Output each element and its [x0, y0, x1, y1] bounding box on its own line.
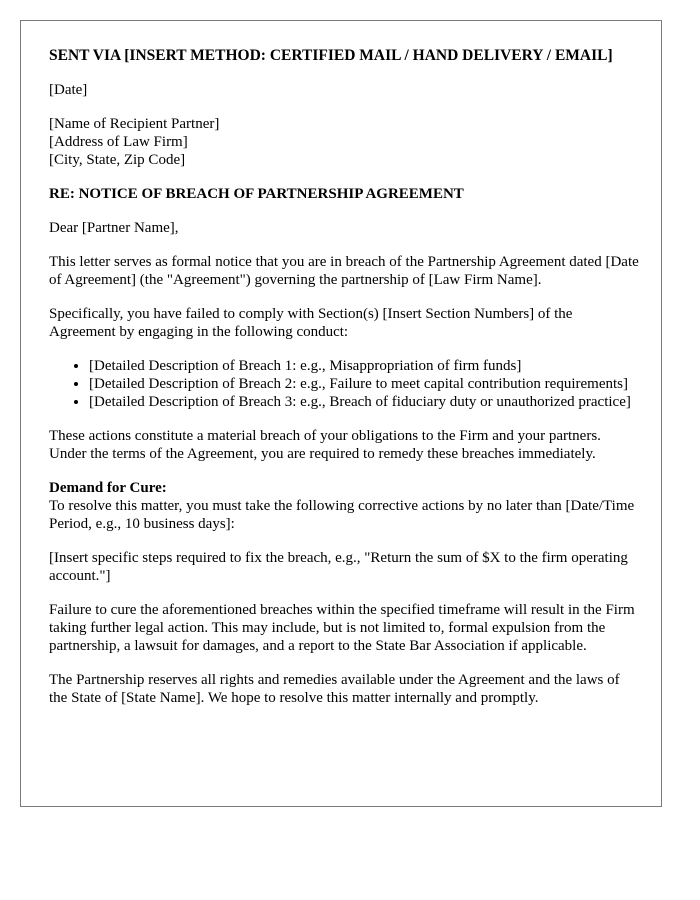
letter-date: [Date] — [49, 82, 88, 98]
recipient-name: [Name of Recipient Partner] — [49, 116, 220, 132]
recipient-city-state-zip: [City, State, Zip Code] — [49, 152, 186, 168]
recipient-address: [Address of Law Firm] — [49, 134, 188, 150]
subject-line: RE: NOTICE OF BREACH OF PARTNERSHIP AGREEMENT — [49, 186, 464, 202]
notice-paragraph: This letter serves as formal notice that you are in breach of the Partnership Agreement dated [Date of Agreement] (the "Agreement") governing the partnership of [Law Firm Name]. — [49, 254, 639, 288]
breach-list — [49, 357, 641, 411]
specifics-paragraph: Specifically, you have failed to comply with Section(s) [Insert Section Numbers] of the Agreement by engaging in the following conduct: — [49, 306, 573, 340]
material-breach-paragraph: These actions constitute a material breach of your obligations to the Firm and your partners. Under the terms of the Agreement, you are required to remedy these breaches immediately. — [49, 428, 601, 462]
breach-item-1: • [Detailed Description of Breach 1: e.g., Misappropriation of firm funds] — [89, 357, 641, 375]
reserve-rights-paragraph: The Partnership reserves all rights and remedies available under the Agreement and the laws of the State of [State Name]. We hope to resolve this matter internally and promptly. — [49, 672, 620, 706]
letter-body — [21, 21, 661, 707]
letter-page — [20, 20, 662, 807]
sent-via-line: SENT VIA [INSERT METHOD: CERTIFIED MAIL / HAND DELIVERY / EMAIL] — [49, 47, 613, 64]
breach-item-3: • [Detailed Description of Breach 3: e.g., Breach of fiduciary duty or unauthorized practice] — [89, 393, 641, 411]
demand-text: To resolve this matter, you must take the following corrective actions by no later than [Date/Time Period, e.g., 10 business days]: — [49, 498, 635, 532]
breach-item-2: • [Detailed Description of Breach 2: e.g., Failure to meet capital contribution requirements] — [89, 375, 641, 393]
demand-section — [49, 479, 641, 533]
consequences-paragraph: Failure to cure the aforementioned breaches within the specified timeframe will result in the Firm taking further legal action. This may include, but is not limited to, formal expulsion from the partnership, a lawsuit for damages, and a report to the State Bar Association if applicable. — [49, 602, 635, 654]
recipient-block — [49, 115, 641, 169]
salutation: Dear [Partner Name], — [49, 220, 179, 236]
steps-paragraph: [Insert specific steps required to fix the breach, e.g., "Return the sum of $X to the firm operating account."] — [49, 550, 628, 584]
demand-heading: Demand for Cure: — [49, 480, 167, 496]
